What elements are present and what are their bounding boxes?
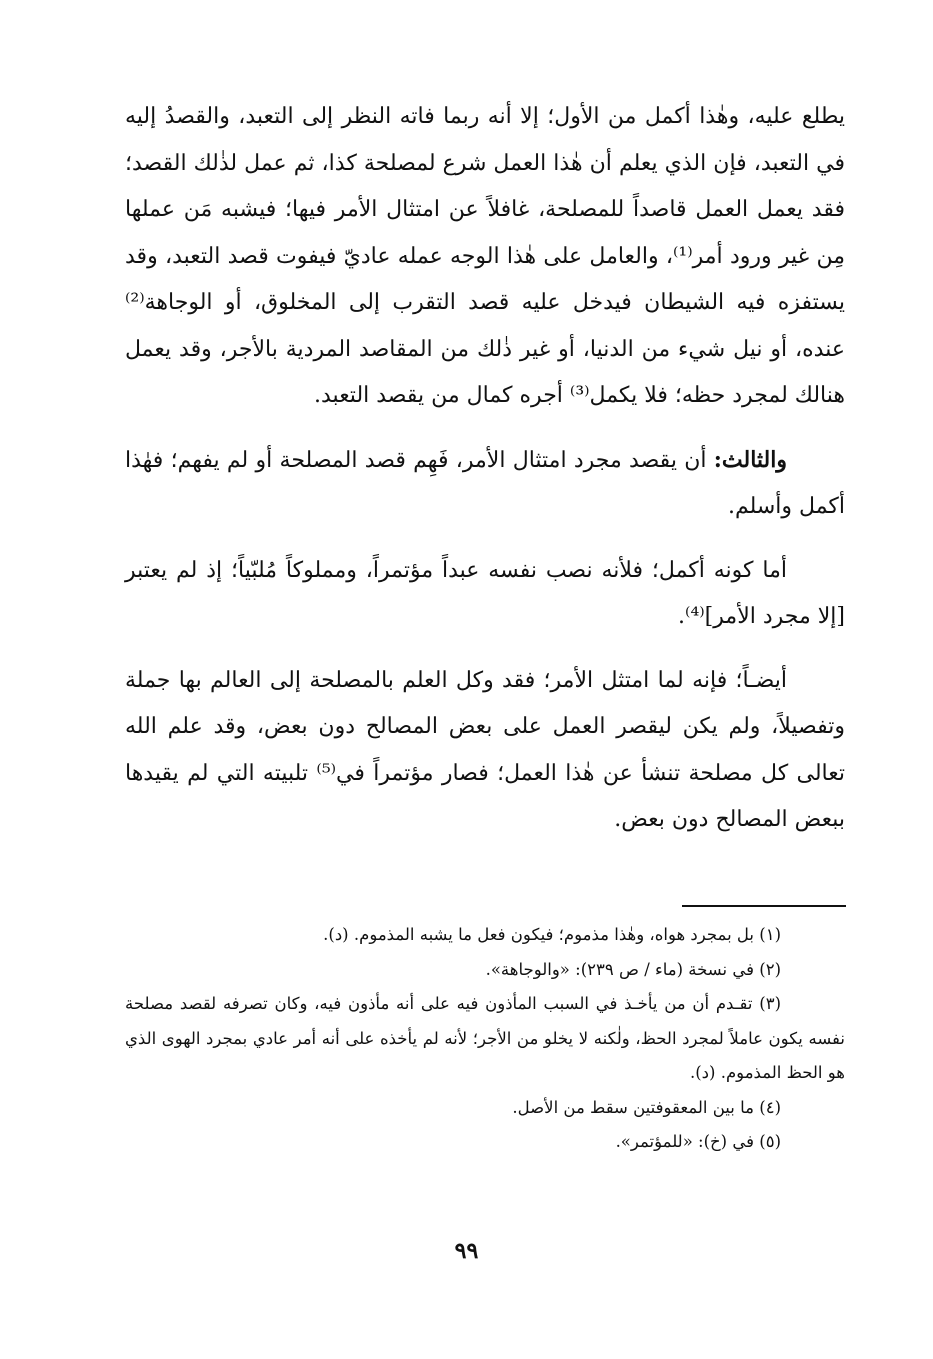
paragraph-3: أما كونه أكمل؛ فلأنه نصب نفسه عبداً مؤتمراً، ومملوكاً مُلبّياً؛ إذ لم يعتبر [إلا مجرد الأمر]⁽⁴⁾. [125, 557, 845, 629]
footnote-1: (١) بل بمجرد هواه، وهٰذا مذموم؛ فيكون فعل ما يشبه المذموم. (د). [323, 925, 781, 944]
footnote-5: (٥) في (خ): «للمؤتمر». [615, 1132, 781, 1151]
paragraph-2-lead: والثالث: [713, 446, 787, 473]
footnote-4: (٤) ما بين المعقوفتين سقط من الأصل. [512, 1097, 781, 1117]
paragraph-2 [125, 437, 845, 531]
paragraph-2-text: أن يقصد مجرد امتثال الأمر، فَهِم قصد المصلحة أو لم يفهم؛ فهٰذا أكمل وأسلم. [125, 447, 845, 519]
main-text [125, 94, 845, 861]
paragraph-1: يطلع عليه، وهٰذا أكمل من الأول؛ إلا أنه ربما فاته النظر إلى التعبد، والقصدُ إليه في التعبد، فإن الذي يعلم أن هٰذا العمل شرع لمصلحة كذا، ثم عمل لذٰلك القصد؛ فقد يعمل العمل قاصداً للمصلحة، غافلاً عن امتثال الأمر فيها؛ فيشبه مَن عملها مِن غير ورود أمر⁽¹⁾، والعامل على هٰذا الوجه عمله عاديّ فيفوت قصد التعبد، وقد يستفزه فيه الشيطان فيدخل عليه قصد التقرب إلى المخلوق، أو الوجاهة⁽²⁾ عنده، أو نيل شيء من الدنيا، أو غير ذٰلك من المقاصد المردية بالأجر، وقد يعمل هنالك لمجرد حظه؛ فلا يكمل⁽³⁾ أجره كمال من يقصد التعبد. [125, 104, 845, 408]
footnotes [125, 918, 845, 1160]
paragraph-4: أيضـاً؛ فإنه لما امتثل الأمر؛ فقد وكل العلم بالمصلحة إلى العالم بها جملة وتفصيلاً، ولم يكن ليقصر العمل على بعض المصالح دون بعض، وقد علم الله تعالى كل مصلحة تنشأ عن هٰذا العمل؛ فصار مؤتمراً في⁽⁵⁾ تلبيته التي لم يقيدها ببعض المصالح دون بعض. [125, 667, 845, 832]
footnote-3: (٣) تقـدم أن من يأخـذ في السبب المأذون فيه على أنه مأذون فيه، وكان تصرفه لقصد مصلحة نفسه يكون عاملاً لمجرد الحظ، ولٰكنه لا يخلو من الأجر؛ لأنه لم يأخذه على أنه أمر عادي بمجرد الهوى الذي هو الحظ المذموم. (د). [125, 994, 845, 1082]
footnote-2: (٢) في نسخة (ماء / ص ٢٣٩): «والوجاهة». [485, 959, 781, 979]
footnote-separator [682, 905, 846, 907]
page-number: ٩٩ [454, 1238, 479, 1264]
